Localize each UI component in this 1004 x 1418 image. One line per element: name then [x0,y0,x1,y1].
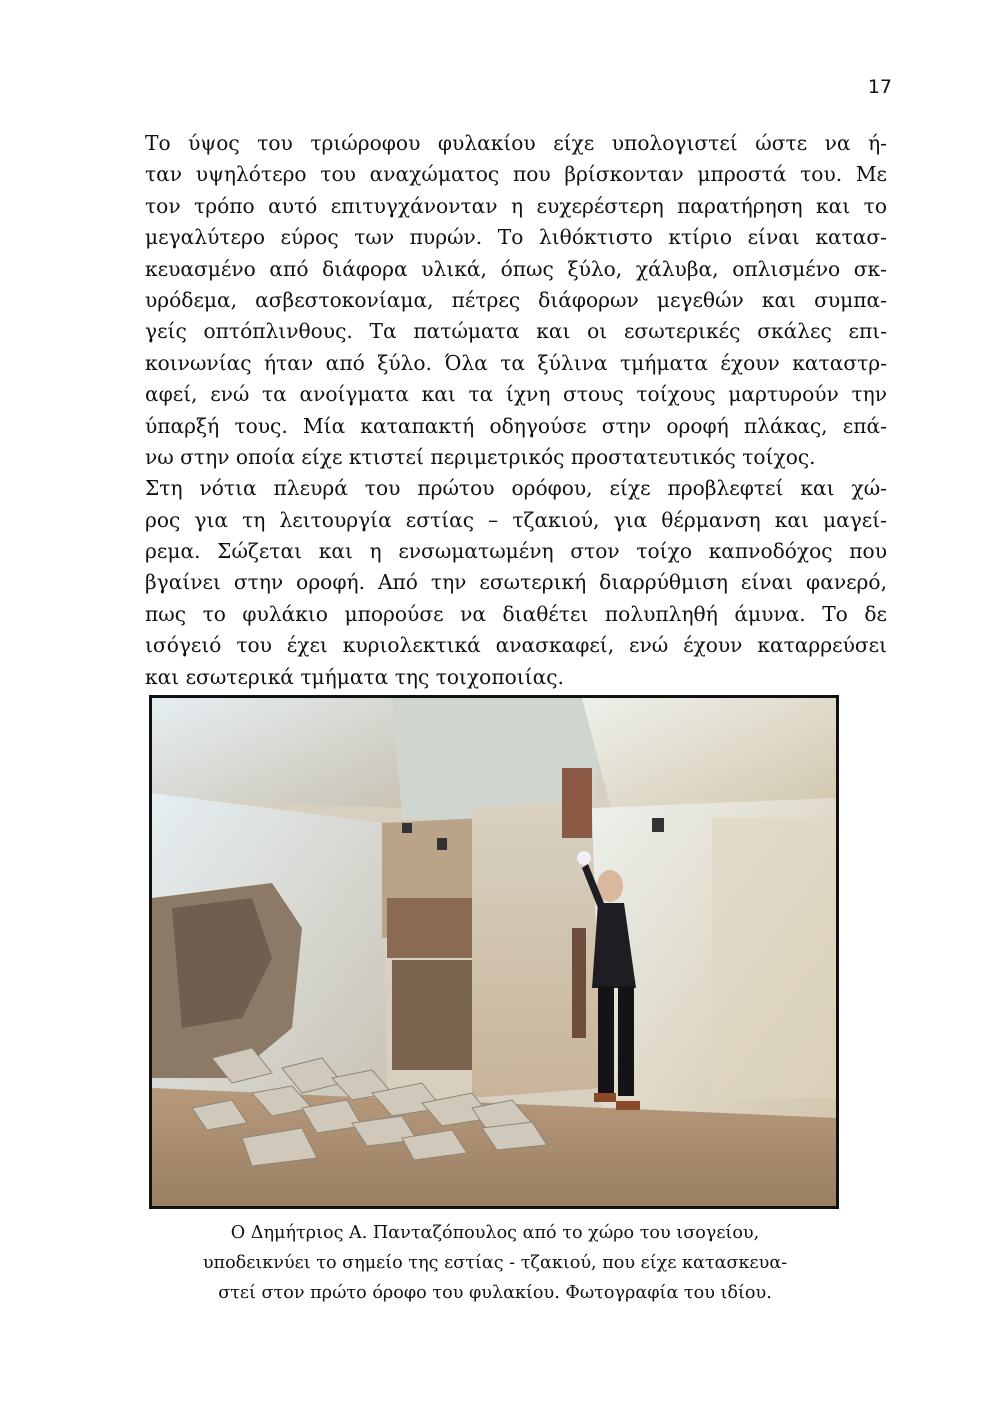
text-line: ρος για τη λειτουργία εστίας – τζακιού, για θέρμανση και μαγεί- [145,507,887,532]
caption-line: Ο Δημήτριος Α. Πανταζόπουλος από το χώρο του ισογείου, [230,1223,760,1243]
text-line: βγαίνει στην οροφή. Από την εσωτερική διαρρύθμιση είναι φανερό, [145,570,887,595]
caption-line: στεί στον πρώτο όροφο του φυλακίου. Φωτογραφία του ιδίου. [218,1283,772,1303]
text-line: αφεί, ενώ τα ανοίγματα και τα ίχνη στους τοίχους μαρτυρούν την [145,382,887,407]
text-line: ύπαρξή τους. Μία καταπακτή οδηγούσε στην οροφή πλάκας, επά- [145,413,887,438]
text-line: μεγαλύτερο εύρος των πυρών. Το λιθόκτιστο κτίριο είναι κατασ- [145,225,887,250]
paragraph-1 [145,128,887,473]
text-line: πως το φυλάκιο μπορούσε να διαθέτει πολυπληθή άμυνα. Το δε [145,601,887,626]
text-line: τον τρόπο αυτό επιτυγχάνονταν η ευχερέστερη παρατήρηση και το [145,193,887,218]
body-text [145,128,887,693]
text-line: Στη νότια πλευρά του πρώτου ορόφου, είχε προβλεφτεί και χώ- [145,476,887,501]
text-line: γείς οπτόπλινθους. Τα πατώματα και οι εσωτερικές σκάλες επι- [145,319,887,344]
paragraph-2 [145,473,887,693]
text-line: κευασμένο από διάφορα υλικά, όπως ξύλο, χάλυβα, οπλισμένο σκ- [145,256,887,281]
text-line: ρεμα. Σώζεται και η ενσωματωμένη στον τοίχο καπνοδόχος που [145,539,887,564]
text-line: ταν υψηλότερο του αναχώματος που βρίσκονταν μπροστά του. Με [145,162,887,187]
page-number: 17 [867,76,892,98]
text-line: Το ύψος του τριώροφου φυλακίου είχε υπολογιστεί ώστε να ή- [145,131,887,155]
text-line: νω στην οποία είχε κτιστεί περιμετρικός προστατευτικός τοίχος. [145,444,816,469]
photo-caption [150,1218,840,1308]
caption-line: υποδεικνύει το σημείο της εστίας - τζακιού, που είχε κατασκευα- [202,1253,788,1273]
text-line: ισόγειό του έχει κυριολεκτικά ανασκαφεί, ενώ έχουν καταρρεύσει [145,633,887,658]
text-line: κοινωνίας ήταν από ξύλο. Όλα τα ξύλινα τμήματα έχουν καταστρ- [145,350,887,375]
photo [149,695,839,1209]
text-line: και εσωτερικά τμήματα της τοιχοποιίας. [145,664,564,689]
ruined-interior-photo [152,698,836,1206]
text-line: υρόδεμα, ασβεστοκονίαμα, πέτρες διάφορων μεγεθών και συμπα- [145,287,887,312]
